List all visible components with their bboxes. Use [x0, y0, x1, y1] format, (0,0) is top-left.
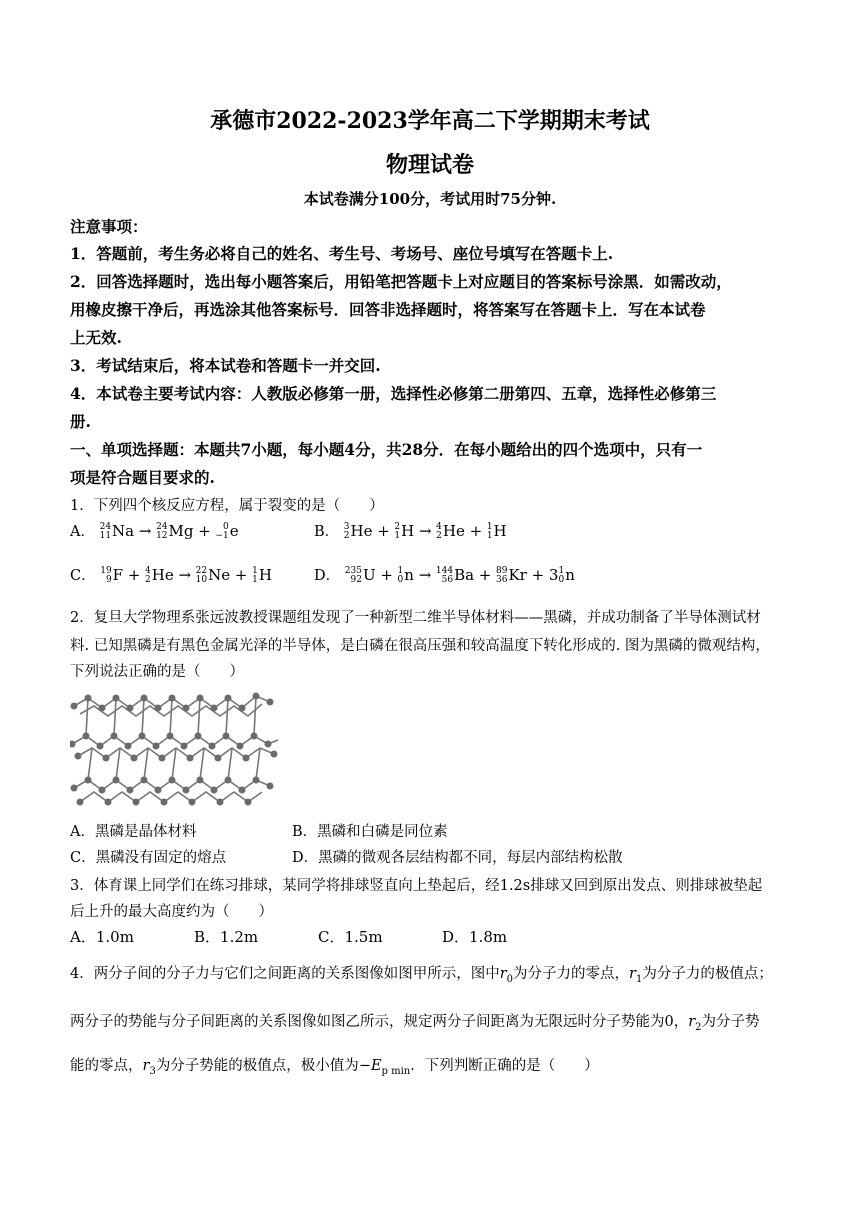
q4-line1: 4．两分子间的分子力与它们之间距离的关系图像如图甲所示，图中$r_0$为分子力的零点，$r_1$为分子力的极值点； — [70, 966, 773, 985]
q1-option-a: A． 24 11 Na → 24 12 Mg + 0 −1 e — [70, 522, 239, 541]
note-2-cont: 用橡皮擦干净后，再选涂其他答案标号．回答非选择题时，将答案写在答题卡上．写在本试卷 — [70, 300, 706, 319]
q2-option-d: D．黑磷的微观各层结构都不同，每层内部结构松散 — [292, 850, 623, 866]
q1-option-c: C． 19 9 F + 4 2 He → 22 10 Ne + 1 1 H — [70, 566, 272, 585]
note-3: 3．考试结束后，将本试卷和答题卡一并交回. — [70, 356, 381, 375]
exam-subject: 物理试卷 — [385, 152, 474, 178]
q3-option-d: D．1.8m — [442, 928, 508, 946]
q2-option-c: C．黑磷没有固定的熔点 — [70, 850, 227, 866]
q4-line3: 能的零点，$r_3$为分子势能的极值点，极小值为$-E_{p min}$．下列判断正确的是（ ） — [70, 1058, 599, 1077]
q1-option-d: D． 235 92 U + 1 0 n → 144 56 Ba + 89 36 Kr + 3 1 0 n — [314, 566, 575, 585]
q3-option-b: B．1.2m — [194, 928, 259, 946]
q2-line3: 下列说法正确的是（ ） — [70, 664, 244, 680]
notes-heading: 注意事项： — [70, 217, 148, 236]
note-1: 1．答题前，考生务必将自己的姓名、考生号、考场号、座位号填写在答题卡上. — [70, 244, 614, 263]
exam-info: 本试卷满分100分，考试用时75分钟. — [303, 190, 557, 208]
note-2-end: 上无效. — [70, 328, 122, 347]
black-phosphorus-structure-image — [70, 684, 280, 812]
q4-line2: 两分子的势能与分子间距离的关系图像如图乙所示，规定两分子间距离为无限远时分子势能为0，$r_2$为分子势 — [70, 1014, 760, 1033]
exam-title: 承德市2022-2023学年高二下学期期末考试 — [210, 108, 650, 134]
q1-stem: 1．下列四个核反应方程，属于裂变的是（ ） — [70, 498, 384, 514]
note-2: 2．回答选择题时，选出每小题答案后，用铅笔把答题卡上对应题目的答案标号涂黑．如需改动， — [70, 272, 732, 291]
q2-line1: 2．复旦大学物理系张远波教授课题组发现了一种新型二维半导体材料——黑磷，并成功制备了半导体测试材 — [70, 610, 761, 626]
q3-line1: 3．体育课上同学们在练习排球，某同学将排球竖直向上垫起后，经1.2s排球又回到原出发点、则排球被垫起 — [70, 878, 763, 894]
q3-option-c: C．1.5m — [318, 928, 383, 946]
q3-option-a: A．1.0m — [70, 928, 134, 946]
q2-line2: 料. 已知黑磷是有黑色金属光泽的半导体，是白磷在很高压强和较高温度下转化形成的. 图为黑磷的微观结构， — [70, 638, 770, 654]
q3-line2: 后上升的最大高度约为（ ） — [70, 904, 273, 920]
section1-line2: 项是符合题目要求的. — [70, 468, 215, 487]
q2-option-b: B．黑磷和白磷是同位素 — [292, 824, 448, 840]
q1-option-b: B． 3 2 He + 2 1 H → 4 2 He + 1 1 H — [314, 522, 507, 541]
section1-line1: 一、单项选择题：本题共7小题，每小题4分，共28分．在每小题给出的四个选项中，只有一 — [70, 440, 703, 459]
note-4: 4．本试卷主要考试内容：人教版必修第一册，选择性必修第二册第四、五章，选择性必修第三 — [70, 384, 717, 403]
q2-option-a: A．黑磷是晶体材料 — [70, 824, 197, 840]
note-4-end: 册. — [70, 412, 91, 431]
